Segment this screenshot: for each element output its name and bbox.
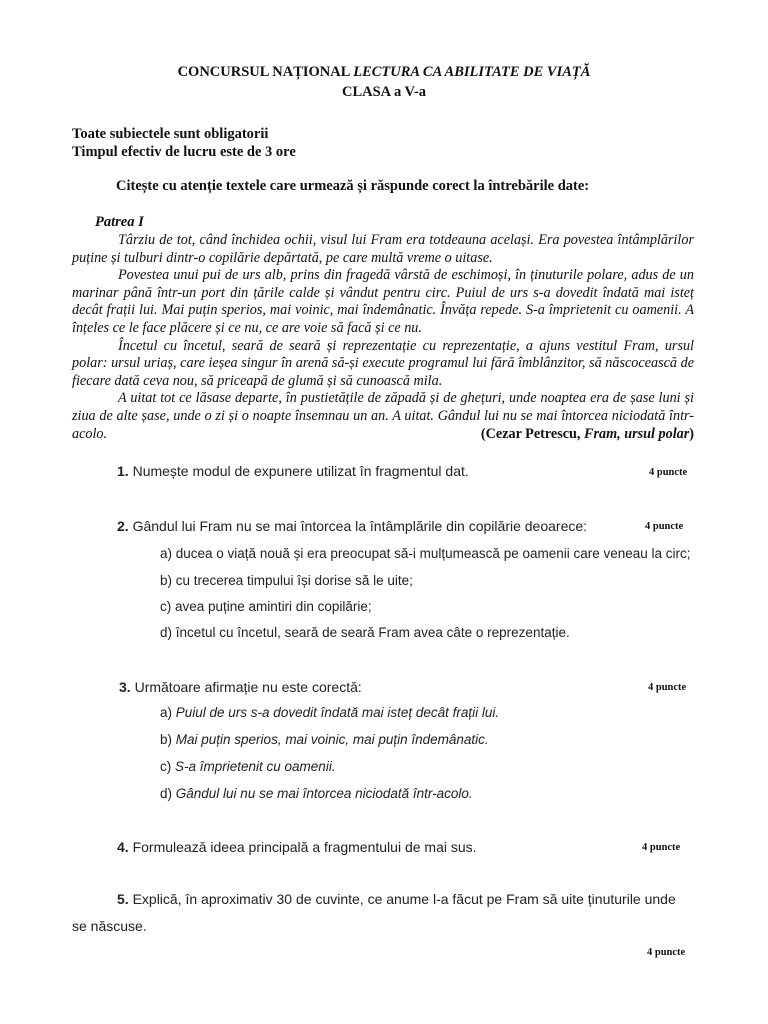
rules-line-2: Timpul efectiv de lucru este de 3 ore bbox=[72, 144, 296, 160]
class-line: CLASA a V-a bbox=[341, 84, 427, 100]
question-4-text: Formulează ideea principală a fragmentului de mai sus. bbox=[128, 839, 477, 855]
question-4 bbox=[117, 839, 477, 855]
question-3-points: 4 puncte bbox=[648, 682, 687, 693]
title-prefix: CONCURSUL NAȚIONAL bbox=[177, 64, 354, 80]
reading-passage bbox=[72, 232, 694, 443]
exam-title bbox=[0, 64, 768, 81]
question-3-option-d bbox=[160, 786, 473, 801]
option-d-text: Gândul lui nu se mai întorcea niciodată într-acolo. bbox=[175, 786, 473, 801]
question-1-points: 4 puncte bbox=[649, 467, 688, 478]
question-2-option-d: d) încetul cu încetul, seară de seară Fram avea câte o reprezentație. bbox=[160, 625, 570, 640]
question-3-number: 3. bbox=[119, 679, 131, 695]
title-italic: LECTURA CA ABILITATE DE VIAȚĂ bbox=[353, 64, 591, 80]
question-1-number: 1. bbox=[117, 463, 129, 479]
question-5-number: 5. bbox=[117, 891, 129, 907]
question-1 bbox=[117, 463, 469, 479]
option-a-text: Puiul de urs s-a dovedit îndată mai isteț decât frații lui. bbox=[175, 705, 500, 720]
option-d-prefix: d) bbox=[160, 786, 176, 801]
rules-line-1: Toate subiectele sunt obligatorii bbox=[72, 126, 269, 142]
passage-paragraph-4-text: A uitat tot ce lăsase departe, în pustietățile de zăpadă și de ghețuri, unde noaptea era de șase luni și ziua de alte șase, unde o zi și o noapte însemnau un an. A uitat. Gândul lui nu se mai întorcea niciodată într-acolo. bbox=[72, 390, 694, 442]
instruction-text: Citește cu atenție textele care urmează și răspunde corect la întrebările date: bbox=[116, 178, 590, 194]
option-c-prefix: c) bbox=[160, 759, 175, 774]
question-3-option-c bbox=[160, 759, 336, 774]
attribution-close: ) bbox=[689, 425, 694, 442]
option-a-prefix: a) bbox=[160, 705, 176, 720]
question-4-number: 4. bbox=[117, 839, 129, 855]
option-b-prefix: b) bbox=[160, 732, 176, 747]
attribution-author: (Cezar Petrescu, bbox=[480, 425, 584, 442]
question-2 bbox=[117, 518, 587, 534]
question-3-text: Următoare afirmație nu este corectă: bbox=[130, 679, 362, 695]
passage-paragraph-3: Încetul cu încetul, seară de seară și reprezentație cu reprezentație, a ajuns vestitul Fram, ursul polar: ursul uriaș, care ieșea singur în arenă să-și execute programul lui fără îmblânzitor, să născocească de fiecare dată ceva nou, să priceapă de glumă și să cunoască mila. bbox=[72, 337, 694, 389]
part-title: Patrea I bbox=[95, 214, 144, 230]
question-2-points: 4 puncte bbox=[645, 521, 684, 532]
passage-paragraph-1: Târziu de tot, când închidea ochii, visul lui Fram era totdeauna același. Era povestea întâmplărilor puține și tulburi dintr-o copilărie depărtată, pe care multă vreme o uitase. bbox=[72, 232, 694, 266]
question-5 bbox=[72, 886, 694, 940]
question-3 bbox=[119, 679, 362, 695]
question-5-points: 4 puncte bbox=[647, 947, 686, 958]
question-3-option-a bbox=[160, 705, 499, 720]
passage-attribution bbox=[435, 426, 694, 444]
question-5-text: Explică, în aproximativ 30 de cuvinte, ce anume l-a făcut pe Fram să uite ținuturile unde se născuse. bbox=[72, 891, 676, 934]
passage-paragraph-4 bbox=[72, 390, 694, 443]
attribution-work: Fram, ursul polar bbox=[584, 425, 690, 442]
option-c-text: S-a împrietenit cu oamenii. bbox=[175, 759, 336, 774]
question-1-text: Numește modul de expunere utilizat în fragmentul dat. bbox=[128, 463, 469, 479]
question-2-option-b: b) cu trecerea timpului își dorise să le uite; bbox=[160, 573, 413, 588]
question-3-option-b bbox=[160, 732, 489, 747]
question-2-option-a: a) ducea o viață nouă și era preocupat să-i mulțumească pe oamenii care veneau la circ; bbox=[160, 546, 691, 561]
question-2-text: Gândul lui Fram nu se mai întorcea la întâmplările din copilărie deoarece: bbox=[128, 518, 588, 534]
question-2-number: 2. bbox=[117, 518, 129, 534]
option-b-text: Mai puțin sperios, mai voinic, mai puțin îndemânatic. bbox=[175, 732, 489, 747]
question-4-points: 4 puncte bbox=[642, 842, 681, 853]
passage-paragraph-2: Povestea unui pui de urs alb, prins din fragedă vârstă de eschimoși, în ținuturile polare, adus de un marinar până într-un port din țările calde și vândut pentru circ. Puiul de urs s-a dovedit îndată mai isteț decât frații lui. Mai puțin sperios, mai voinic, mai îndemânatic. Învăța repede. S-a împrietenit cu oamenii. A înțeles ce le face plăcere și ce nu, ce are voie să facă și ce nu. bbox=[72, 267, 694, 336]
question-2-option-c: c) avea puține amintiri din copilărie; bbox=[160, 599, 372, 614]
